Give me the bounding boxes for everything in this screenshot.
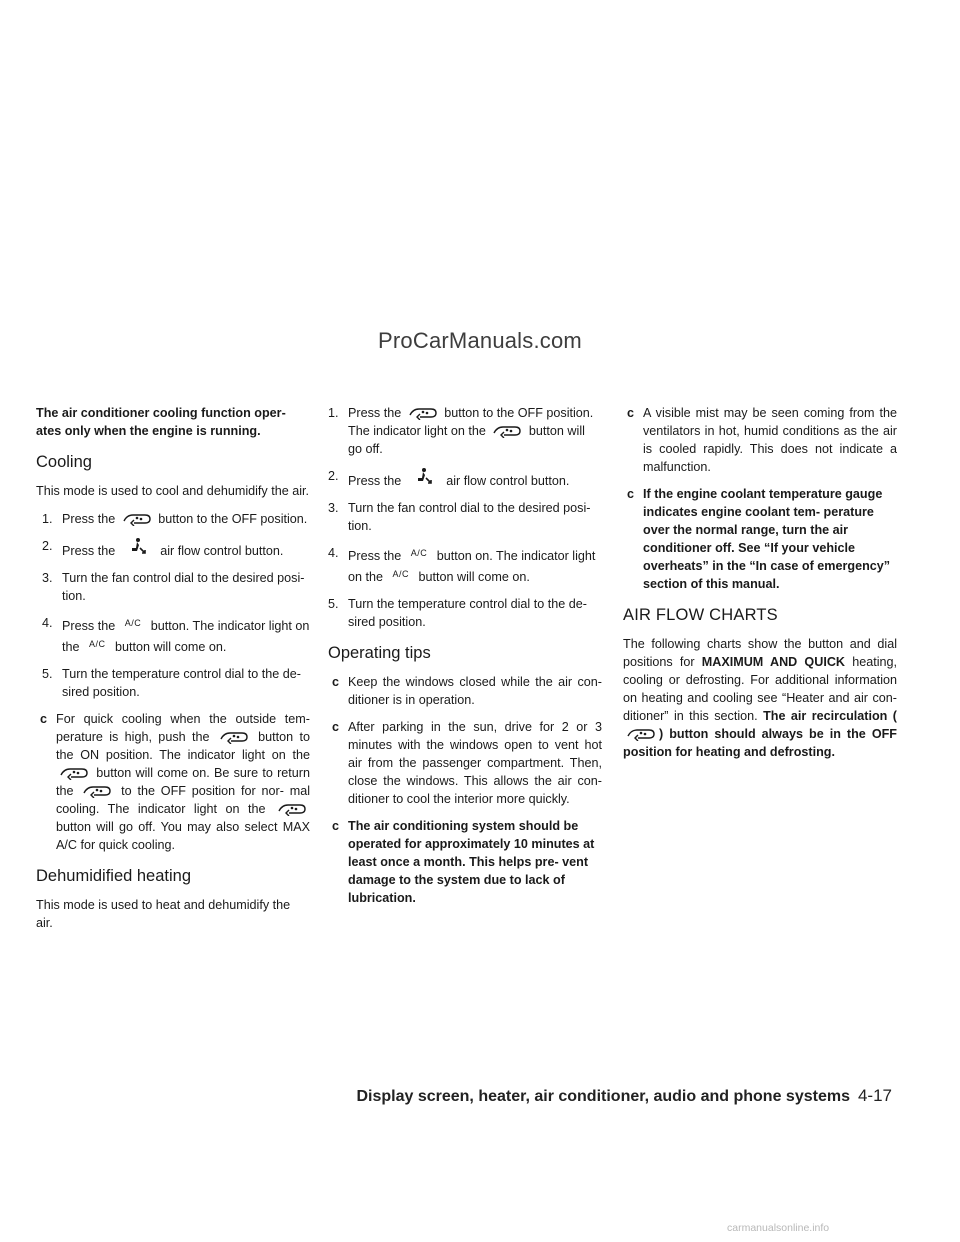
recirculation-icon: [491, 424, 523, 438]
operating-tip: c Keep the windows closed while the air con- ditioner is in operation.: [332, 675, 602, 707]
cooling-description: This mode is used to cool and dehumidify the air.: [36, 484, 310, 498]
recirculation-icon: [407, 406, 439, 420]
dehum-step-2: 2. Press the air flow control button.: [328, 469, 570, 488]
bullet-marker: c: [332, 819, 340, 833]
ac-icon: A/C: [89, 639, 106, 649]
source-watermark: carmanualsonline.info: [727, 1222, 830, 1234]
column-2: [328, 404, 602, 916]
intro-text: The air conditioner cooling function oper- ates only when the engine is running.: [36, 406, 286, 438]
recirculation-icon: [276, 802, 308, 816]
recirculation-icon: [218, 730, 250, 744]
dehumidified-heating-heading: Dehumidified heating: [36, 867, 192, 885]
operating-tips-heading: Operating tips: [328, 644, 431, 662]
watermark: ProCarManuals.com: [378, 328, 582, 353]
operating-tip: c After parking in the sun, drive for 2 or 3 minutes with the windows open to vent hot air from the passenger compartment. Then, close the windows. This allows the air con- ditioner to cool the interior more quickly.: [332, 720, 602, 806]
dehum-step-4: 4. Press the $^{A/C}$ button on. The indicator light on the $^{A/C}$ button will come on.: [328, 546, 596, 584]
cooling-step-3: 3. Turn the fan control dial to the desired posi- tion.: [42, 571, 305, 603]
dehum-step-3: 3. Turn the fan control dial to the desired posi- tion.: [328, 501, 591, 533]
cooling-step-1: 1. Press the button to the OFF position.: [42, 512, 308, 526]
quick-cooling-tip: c For quick cooling when the outside tem- perature is high, push the button to the ON position. The indicator light on the button will come on. Be sure to return the to the OFF position for nor- mal cooling. The indicator light on the button will go off. You may also select MAX A/C for quick cooling.: [40, 712, 311, 852]
recirculation-icon: [58, 766, 90, 780]
cooling-step-4: 4. Press the $^{A/C}$ button. The indicator light on the $^{A/C}$ button will come on.: [42, 616, 310, 654]
bullet-marker: c: [332, 675, 340, 689]
floor-airflow-icon: [129, 537, 147, 555]
ac-icon: A/C: [410, 548, 428, 558]
cooling-heading: Cooling: [36, 453, 92, 471]
bullet-marker: c: [627, 406, 635, 420]
bullet-marker: c: [40, 712, 48, 726]
bullet-marker: c: [627, 487, 635, 501]
air-flow-charts-heading: AIR FLOW CHARTS: [623, 606, 778, 624]
recirculation-icon: [121, 512, 153, 526]
recirculation-icon: [625, 727, 657, 741]
page-footer: [356, 1086, 892, 1106]
operating-tip-warning: c The air conditioning system should be operated for approximately 10 minutes at least once a month. This helps pre- vent damage to the system due to lack of lubrication.: [332, 819, 595, 905]
operating-tip-warning: c If the engine coolant temperature gauge indicates engine coolant tem- perature over the normal range, turn the air conditioner off. See “If your vehicle overheats” in the “In case of emergency” section of this manual.: [627, 487, 891, 591]
cooling-step-5: 5. Turn the temperature control dial to the de- sired position.: [42, 667, 301, 699]
recirculation-icon: [81, 784, 113, 798]
ac-icon: A/C: [124, 618, 142, 628]
dehum-step-1: 1. Press the button to the OFF position. The indicator light on the button will go off.: [328, 406, 594, 456]
footer-section-title: Display screen, heater, air conditioner, audio and phone systems: [356, 1088, 850, 1105]
column-3: [623, 404, 897, 771]
operating-tip: c A visible mist may be seen coming from the ventilators in hot, humid conditions as the air is cooled rapidly. This does not indicate a malfunction.: [627, 406, 897, 474]
ac-icon: A/C: [392, 569, 410, 579]
dehumidified-heating-description: This mode is used to heat and dehumidify the air.: [36, 898, 291, 930]
bullet-marker: c: [332, 720, 340, 734]
page-number: 4-17: [857, 1086, 892, 1105]
cooling-step-2: 2. Press the air flow control button.: [42, 539, 284, 558]
dehum-step-5: 5. Turn the temperature control dial to the de- sired position.: [328, 597, 587, 629]
column-1: [36, 404, 310, 942]
air-flow-charts-text: The following charts show the button and dial positions for MAXIMUM AND QUICK heating, cooling or defrosting. For additional information on heating and cooling see “Heater and air con- ditioner” in this section. The air recirculation () button should always be in the OFF position for heating and defrosting.: [623, 637, 898, 759]
floor-airflow-icon: [415, 467, 433, 485]
